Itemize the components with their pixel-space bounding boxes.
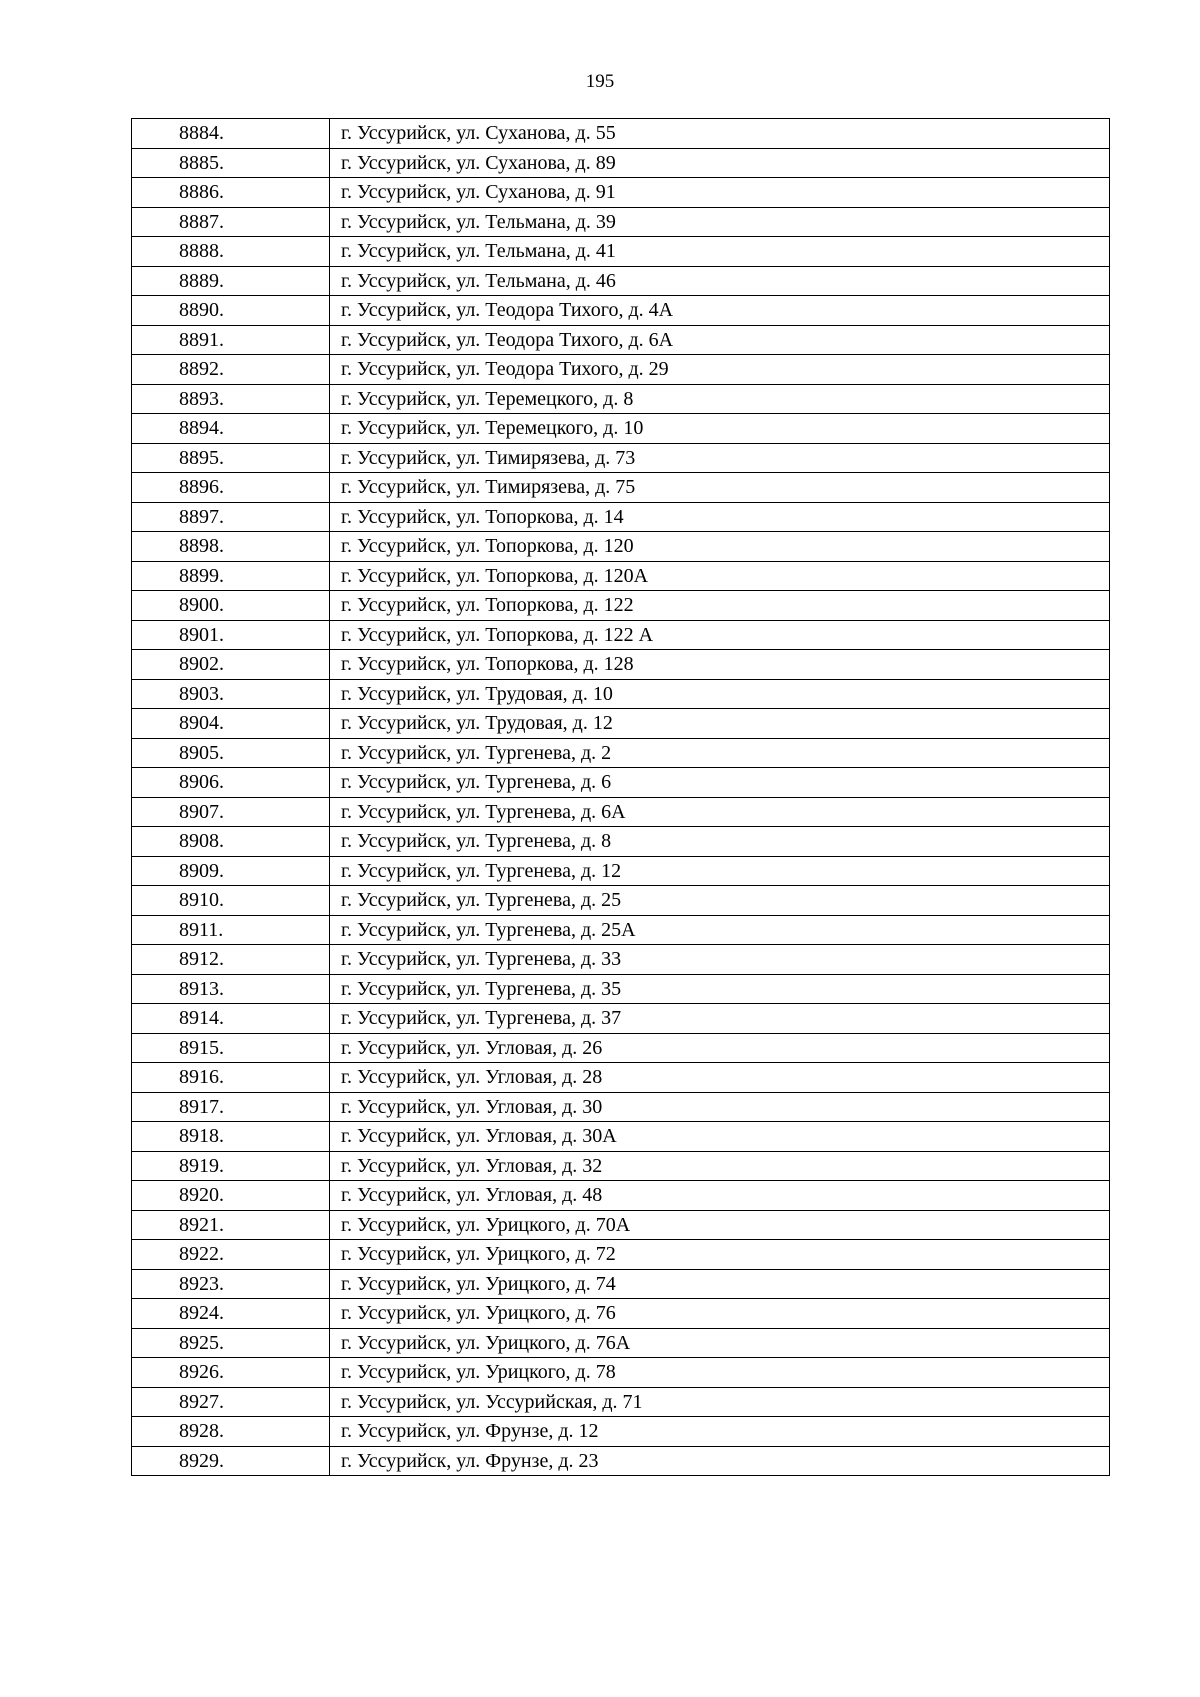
- page-number: 195: [585, 71, 615, 92]
- row-number-cell: 8911.: [132, 915, 330, 945]
- table-row: [132, 974, 1110, 1004]
- address-cell: г. Уссурийск, ул. Урицкого, д. 76: [330, 1299, 1110, 1329]
- address-cell: г. Уссурийск, ул. Угловая, д. 32: [330, 1151, 1110, 1181]
- row-number-cell: 8926.: [132, 1358, 330, 1388]
- row-number-cell: 8906.: [132, 768, 330, 798]
- table-row: [132, 119, 1110, 149]
- table-row: [132, 1240, 1110, 1270]
- address-cell: г. Уссурийск, ул. Урицкого, д. 72: [330, 1240, 1110, 1270]
- row-number-cell: 8899.: [132, 561, 330, 591]
- table-row: [132, 414, 1110, 444]
- row-number-cell: 8896.: [132, 473, 330, 503]
- row-number-cell: 8922.: [132, 1240, 330, 1270]
- address-cell: г. Уссурийск, ул. Топоркова, д. 14: [330, 502, 1110, 532]
- row-number-cell: 8895.: [132, 443, 330, 473]
- table-row: [132, 561, 1110, 591]
- table-row: [132, 325, 1110, 355]
- table-row: [132, 532, 1110, 562]
- table-row: [132, 443, 1110, 473]
- table-row: [132, 1181, 1110, 1211]
- row-number-cell: 8916.: [132, 1063, 330, 1093]
- address-cell: г. Уссурийск, ул. Угловая, д. 26: [330, 1033, 1110, 1063]
- row-number-cell: 8921.: [132, 1210, 330, 1240]
- row-number-cell: 8927.: [132, 1387, 330, 1417]
- address-cell: г. Уссурийск, ул. Тургенева, д. 2: [330, 738, 1110, 768]
- row-number-cell: 8909.: [132, 856, 330, 886]
- address-cell: г. Уссурийск, ул. Суханова, д. 89: [330, 148, 1110, 178]
- address-cell: г. Уссурийск, ул. Урицкого, д. 70А: [330, 1210, 1110, 1240]
- address-cell: г. Уссурийск, ул. Тургенева, д. 25: [330, 886, 1110, 916]
- address-table-body: [132, 119, 1110, 1476]
- address-cell: г. Уссурийск, ул. Тургенева, д. 6А: [330, 797, 1110, 827]
- address-cell: г. Уссурийск, ул. Тургенева, д. 12: [330, 856, 1110, 886]
- table-row: [132, 1063, 1110, 1093]
- table-row: [132, 856, 1110, 886]
- row-number-cell: 8887.: [132, 207, 330, 237]
- table-row: [132, 797, 1110, 827]
- table-row: [132, 1004, 1110, 1034]
- row-number-cell: 8888.: [132, 237, 330, 267]
- table-row: [132, 473, 1110, 503]
- table-row: [132, 620, 1110, 650]
- address-cell: г. Уссурийск, ул. Тургенева, д. 8: [330, 827, 1110, 857]
- row-number-cell: 8928.: [132, 1417, 330, 1447]
- table-row: [132, 1151, 1110, 1181]
- address-cell: г. Уссурийск, ул. Теодора Тихого, д. 4А: [330, 296, 1110, 326]
- row-number-cell: 8898.: [132, 532, 330, 562]
- row-number-cell: 8885.: [132, 148, 330, 178]
- address-cell: г. Уссурийск, ул. Уссурийская, д. 71: [330, 1387, 1110, 1417]
- address-cell: г. Уссурийск, ул. Угловая, д. 48: [330, 1181, 1110, 1211]
- address-cell: г. Уссурийск, ул. Тургенева, д. 25А: [330, 915, 1110, 945]
- table-row: [132, 1092, 1110, 1122]
- table-row: [132, 266, 1110, 296]
- table-row: [132, 148, 1110, 178]
- table-row: [132, 768, 1110, 798]
- address-cell: г. Уссурийск, ул. Тельмана, д. 39: [330, 207, 1110, 237]
- row-number-cell: 8905.: [132, 738, 330, 768]
- row-number-cell: 8923.: [132, 1269, 330, 1299]
- address-cell: г. Уссурийск, ул. Тельмана, д. 41: [330, 237, 1110, 267]
- address-cell: г. Уссурийск, ул. Фрунзе, д. 12: [330, 1417, 1110, 1447]
- address-cell: г. Уссурийск, ул. Топоркова, д. 122: [330, 591, 1110, 621]
- row-number-cell: 8918.: [132, 1122, 330, 1152]
- address-cell: г. Уссурийск, ул. Урицкого, д. 76А: [330, 1328, 1110, 1358]
- table-row: [132, 709, 1110, 739]
- address-cell: г. Уссурийск, ул. Трудовая, д. 12: [330, 709, 1110, 739]
- row-number-cell: 8900.: [132, 591, 330, 621]
- address-cell: г. Уссурийск, ул. Угловая, д. 30: [330, 1092, 1110, 1122]
- row-number-cell: 8913.: [132, 974, 330, 1004]
- table-row: [132, 650, 1110, 680]
- row-number-cell: 8889.: [132, 266, 330, 296]
- row-number-cell: 8925.: [132, 1328, 330, 1358]
- table-row: [132, 178, 1110, 208]
- row-number-cell: 8908.: [132, 827, 330, 857]
- row-number-cell: 8891.: [132, 325, 330, 355]
- address-cell: г. Уссурийск, ул. Фрунзе, д. 23: [330, 1446, 1110, 1476]
- address-cell: г. Уссурийск, ул. Урицкого, д. 78: [330, 1358, 1110, 1388]
- table-row: [132, 207, 1110, 237]
- table-row: [132, 1417, 1110, 1447]
- table-row: [132, 945, 1110, 975]
- row-number-cell: 8917.: [132, 1092, 330, 1122]
- table-row: [132, 1122, 1110, 1152]
- table-row: [132, 237, 1110, 267]
- row-number-cell: 8901.: [132, 620, 330, 650]
- address-cell: г. Уссурийск, ул. Тургенева, д. 33: [330, 945, 1110, 975]
- address-cell: г. Уссурийск, ул. Тельмана, д. 46: [330, 266, 1110, 296]
- address-cell: г. Уссурийск, ул. Теодора Тихого, д. 29: [330, 355, 1110, 385]
- address-cell: г. Уссурийск, ул. Тургенева, д. 37: [330, 1004, 1110, 1034]
- row-number-cell: 8907.: [132, 797, 330, 827]
- address-cell: г. Уссурийск, ул. Тургенева, д. 6: [330, 768, 1110, 798]
- row-number-cell: 8929.: [132, 1446, 330, 1476]
- address-cell: г. Уссурийск, ул. Теремецкого, д. 8: [330, 384, 1110, 414]
- row-number-cell: 8893.: [132, 384, 330, 414]
- row-number-cell: 8903.: [132, 679, 330, 709]
- row-number-cell: 8904.: [132, 709, 330, 739]
- address-table: [131, 118, 1110, 1476]
- address-cell: г. Уссурийск, ул. Топоркова, д. 120: [330, 532, 1110, 562]
- address-cell: г. Уссурийск, ул. Топоркова, д. 122 А: [330, 620, 1110, 650]
- table-row: [132, 1328, 1110, 1358]
- address-cell: г. Уссурийск, ул. Тимирязева, д. 73: [330, 443, 1110, 473]
- table-row: [132, 1210, 1110, 1240]
- table-row: [132, 1358, 1110, 1388]
- table-row: [132, 384, 1110, 414]
- row-number-cell: 8924.: [132, 1299, 330, 1329]
- address-cell: г. Уссурийск, ул. Теодора Тихого, д. 6А: [330, 325, 1110, 355]
- row-number-cell: 8894.: [132, 414, 330, 444]
- row-number-cell: 8910.: [132, 886, 330, 916]
- row-number-cell: 8884.: [132, 119, 330, 149]
- address-cell: г. Уссурийск, ул. Тимирязева, д. 75: [330, 473, 1110, 503]
- address-cell: г. Уссурийск, ул. Урицкого, д. 74: [330, 1269, 1110, 1299]
- table-row: [132, 1446, 1110, 1476]
- table-row: [132, 827, 1110, 857]
- row-number-cell: 8886.: [132, 178, 330, 208]
- address-cell: г. Уссурийск, ул. Трудовая, д. 10: [330, 679, 1110, 709]
- table-row: [132, 886, 1110, 916]
- row-number-cell: 8915.: [132, 1033, 330, 1063]
- row-number-cell: 8902.: [132, 650, 330, 680]
- address-cell: г. Уссурийск, ул. Суханова, д. 91: [330, 178, 1110, 208]
- address-cell: г. Уссурийск, ул. Топоркова, д. 128: [330, 650, 1110, 680]
- table-row: [132, 502, 1110, 532]
- address-cell: г. Уссурийск, ул. Теремецкого, д. 10: [330, 414, 1110, 444]
- row-number-cell: 8912.: [132, 945, 330, 975]
- row-number-cell: 8892.: [132, 355, 330, 385]
- table-row: [132, 679, 1110, 709]
- table-row: [132, 591, 1110, 621]
- row-number-cell: 8914.: [132, 1004, 330, 1034]
- table-row: [132, 296, 1110, 326]
- table-row: [132, 738, 1110, 768]
- address-cell: г. Уссурийск, ул. Суханова, д. 55: [330, 119, 1110, 149]
- address-cell: г. Уссурийск, ул. Топоркова, д. 120А: [330, 561, 1110, 591]
- table-row: [132, 1033, 1110, 1063]
- address-cell: г. Уссурийск, ул. Угловая, д. 30А: [330, 1122, 1110, 1152]
- row-number-cell: 8920.: [132, 1181, 330, 1211]
- table-row: [132, 1387, 1110, 1417]
- table-row: [132, 1299, 1110, 1329]
- address-cell: г. Уссурийск, ул. Угловая, д. 28: [330, 1063, 1110, 1093]
- table-row: [132, 355, 1110, 385]
- address-cell: г. Уссурийск, ул. Тургенева, д. 35: [330, 974, 1110, 1004]
- row-number-cell: 8897.: [132, 502, 330, 532]
- table-row: [132, 915, 1110, 945]
- row-number-cell: 8919.: [132, 1151, 330, 1181]
- row-number-cell: 8890.: [132, 296, 330, 326]
- table-row: [132, 1269, 1110, 1299]
